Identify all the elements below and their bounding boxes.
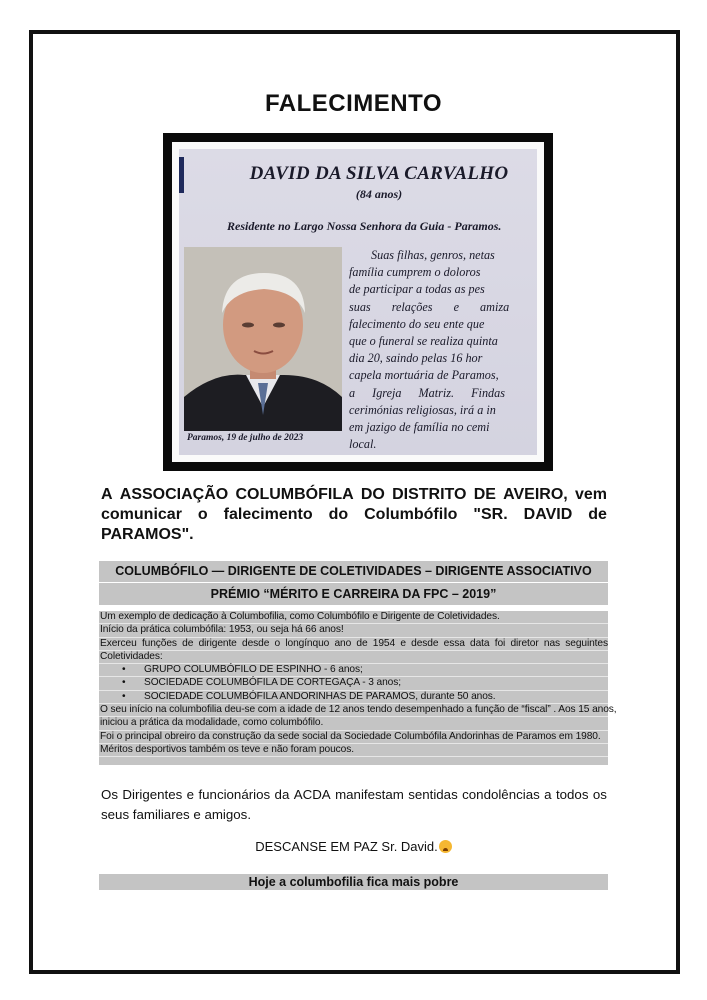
- details-line: Início da prática columbófila: 1953, ou seja há 66 anos!: [99, 624, 608, 637]
- bullet-item: [99, 691, 608, 704]
- bullet-icon: •: [122, 664, 126, 676]
- word: Columbófilo: [364, 506, 458, 523]
- word: nas: [543, 637, 561, 649]
- details-line: O seu início na columbofilia deu-se com a idade de 12 anos tendo desempenhado a função de “fiscal” . Aos 15 anos,: [99, 704, 608, 717]
- word: e: [400, 637, 406, 649]
- bullet-text: SOCIEDADE COLUMBÓFILA DE CORTEGAÇA - 3 anos;: [144, 677, 401, 689]
- deceased-name: DAVID DA SILVA CARVALHO: [249, 163, 509, 184]
- bullet-text: SOCIEDADE COLUMBÓFILA ANDORINHAS DE PARAMOS, durante 50 anos.: [144, 690, 496, 702]
- bullet-item: [99, 664, 608, 677]
- details-line-justified: [99, 638, 608, 651]
- word: de: [588, 506, 607, 523]
- word: da: [274, 787, 290, 802]
- notice-line: a Igreja Matriz. Findas: [349, 385, 505, 400]
- rip-text: DESCANSE EM PAZ Sr. David.: [255, 839, 438, 854]
- word: longínquo: [285, 637, 330, 649]
- flag-stripe: [179, 157, 184, 193]
- word: manifestam: [335, 787, 404, 802]
- announcement-line-1: [101, 485, 607, 505]
- notice-line: local.: [349, 437, 377, 452]
- notice-line: capela mortuária de Paramos,: [349, 368, 499, 383]
- word: o: [274, 637, 281, 649]
- word: a: [544, 787, 552, 802]
- details-line: iniciou a prática da modalidade, como columbófilo.: [99, 717, 608, 730]
- word: DAVID: [523, 506, 573, 523]
- notice-line: suas relações e amiza: [349, 299, 510, 314]
- word: A: [101, 486, 113, 503]
- announcement-line-3: PARAMOS".: [101, 526, 194, 543]
- word: condolências: [462, 787, 540, 802]
- word: DE: [473, 486, 496, 503]
- word: do: [328, 506, 349, 523]
- word: falecimento: [223, 506, 313, 523]
- details-line: Um exemplo de dedicação à Columbofilia, como Columbófilo e Dirigente de Coletividades.: [99, 611, 608, 624]
- bullet-icon: •: [122, 677, 126, 689]
- notice-line: família cumprem o doloros: [349, 265, 481, 280]
- word: desde: [411, 637, 439, 649]
- word: sentidas: [408, 787, 458, 802]
- obituary-notice-frame: [163, 133, 553, 471]
- notice-line: Suas filhas, genros, netas: [371, 248, 495, 262]
- notice-date: Paramos, 19 de julho de 2023: [187, 433, 304, 443]
- word: essa: [443, 637, 465, 649]
- word: e: [186, 787, 195, 802]
- portrait-photo: [184, 247, 342, 431]
- condolences-line-1: [101, 785, 607, 805]
- notice-line: falecimento do seu ente que: [349, 316, 485, 331]
- details-line: Foi o principal obreiro da construção da sede social da Sociedade Columbófila Andorinhas de Paramos em 1980.: [99, 731, 608, 744]
- word: 1954: [372, 637, 396, 649]
- notice-line: de participar a todas as pes: [349, 282, 485, 297]
- word: AVEIRO,: [503, 486, 568, 503]
- details-line: Méritos desportivos também os teve e não foram poucos.: [99, 744, 608, 757]
- word: funcionários: [198, 787, 271, 802]
- deceased-residence: Residente no Largo Nossa Senhora da Guia - Paramos.: [227, 219, 502, 233]
- word: dirigente: [198, 637, 237, 649]
- word: Dirigentes: [122, 787, 183, 802]
- crying-face-icon: [439, 840, 452, 853]
- word: desde: [242, 637, 270, 649]
- word: DO: [360, 486, 385, 503]
- word: diretor: [510, 637, 539, 649]
- word: os: [592, 787, 607, 802]
- condolences: [101, 785, 607, 825]
- word: ano: [334, 637, 352, 649]
- bullet-item: [99, 677, 608, 690]
- word: COLUMBÓFILA: [235, 486, 354, 503]
- notice-line: em jazigo de família no cemi: [349, 419, 490, 434]
- bullet-icon: •: [122, 690, 126, 702]
- word: funções: [141, 637, 177, 649]
- word: vem: [574, 486, 607, 503]
- announcement-line-2: [101, 505, 607, 525]
- notice-line: cerimónias religiosas, irá a in: [349, 402, 496, 417]
- notice-line: que o funeral se realiza quinta: [349, 333, 498, 348]
- notice-text: [349, 247, 537, 453]
- word: ASSOCIAÇÃO: [119, 486, 229, 503]
- word: seguintes: [565, 637, 608, 649]
- rest-in-peace: [0, 839, 707, 854]
- word: comunicar: [101, 506, 182, 523]
- announcement: [101, 485, 607, 545]
- condolences-line-2: seus familiares e amigos.: [101, 807, 252, 822]
- obituary-notice: [179, 149, 537, 455]
- word: de: [356, 637, 368, 649]
- word: de: [182, 637, 194, 649]
- word: o: [197, 506, 208, 523]
- word: "SR.: [473, 506, 508, 523]
- award-heading: PRÉMIO “MÉRITO E CARREIRA DA FPC – 2019”: [99, 583, 608, 605]
- page-title: FALECIMENTO: [264, 90, 443, 117]
- word: foi: [494, 637, 506, 649]
- career-details: [99, 611, 617, 765]
- word: Os: [101, 787, 118, 802]
- roles-heading: COLUMBÓFILO — DIRIGENTE DE COLETIVIDADES – DIRIGENTE ASSOCIATIVO: [99, 561, 608, 582]
- word: todos: [555, 787, 589, 802]
- footer-banner: Hoje a columbofilia fica mais pobre: [99, 874, 608, 890]
- word: data: [470, 637, 490, 649]
- word: DISTRITO: [392, 486, 467, 503]
- details-line: Coletividades:: [99, 651, 608, 664]
- bullet-text: GRUPO COLUMBÓFILO DE ESPINHO - 6 anos;: [144, 664, 363, 676]
- deceased-age: (84 anos): [355, 187, 403, 201]
- word: Exerceu: [100, 637, 137, 649]
- notice-line: dia 20, saindo pelas 16 hor: [349, 351, 483, 366]
- word: ACDA: [293, 787, 331, 802]
